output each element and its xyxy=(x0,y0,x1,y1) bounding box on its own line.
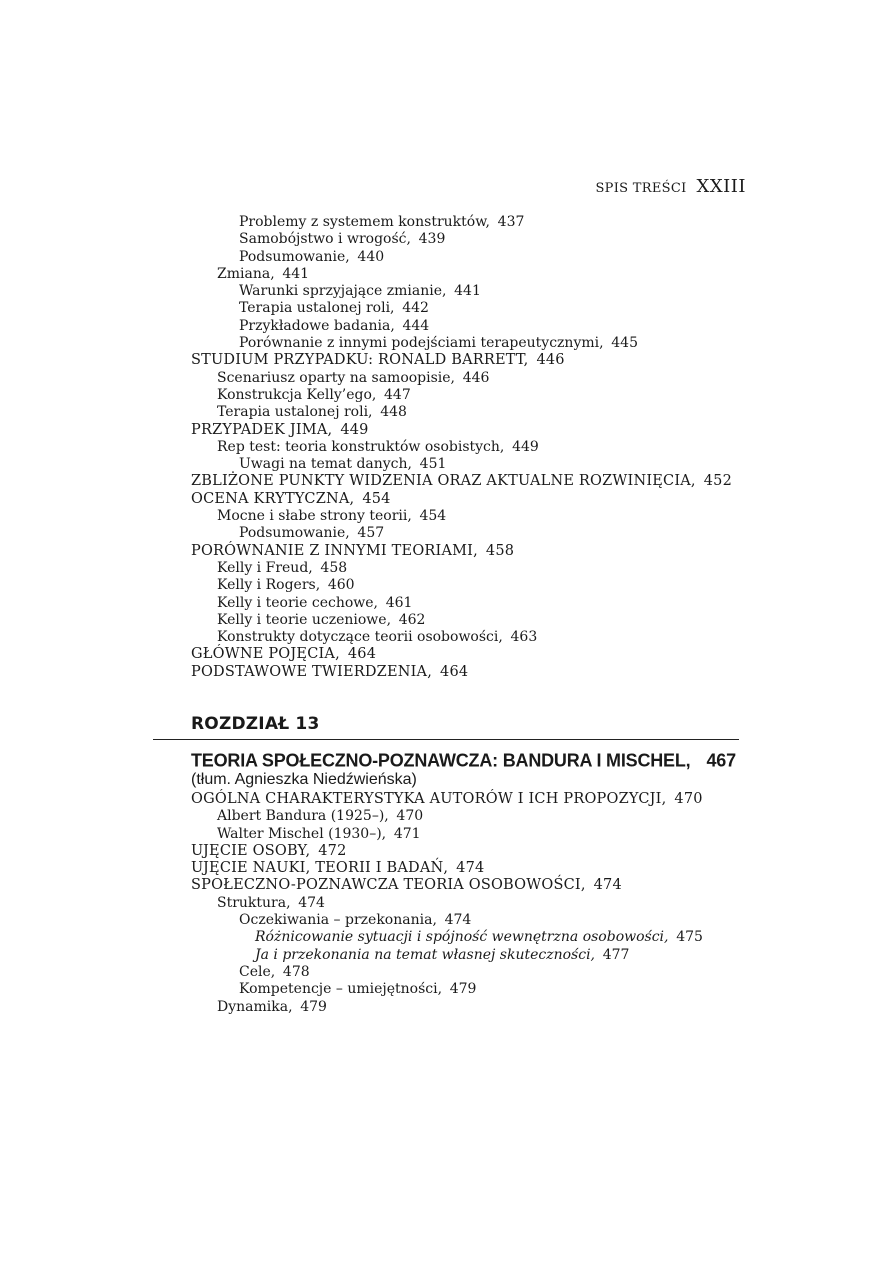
toc-entry-page: 470 xyxy=(396,808,424,825)
toc-entry xyxy=(191,422,751,439)
running-header xyxy=(560,176,746,197)
toc-entry xyxy=(191,912,751,929)
toc-entry-page: 440 xyxy=(357,248,385,265)
toc-entry-title: ZBLIŻONE PUNKTY WIDZENIA ORAZ AKTUALNE ROZWINIĘCIA, xyxy=(191,473,696,490)
toc-entry xyxy=(191,560,751,577)
chapter-heading xyxy=(191,712,741,736)
toc-entry-page: 447 xyxy=(384,386,411,403)
toc-entry-page: 472 xyxy=(318,842,347,859)
toc-entry xyxy=(191,370,751,387)
toc-entry-title: Podsumowanie, xyxy=(239,525,350,542)
toc-entry-title: Kelly i teorie uczeniowe, xyxy=(217,611,392,628)
toc-entry-title: Terapia ustalonej roli, xyxy=(239,300,395,317)
toc-entry-title: Walter Mischel (1930–), xyxy=(217,825,387,842)
toc-entry xyxy=(191,826,751,843)
toc-entry-title: Struktura, xyxy=(217,894,291,911)
chapter-translator: (tłum. Agnieszka Niedźwieńska) xyxy=(191,771,417,788)
toc-entry xyxy=(191,860,751,877)
toc-entry xyxy=(191,929,751,946)
toc-entry xyxy=(191,456,751,473)
toc-entry-page: 451 xyxy=(419,456,447,473)
chapter-label: ROZDZIAŁ 13 xyxy=(191,714,320,734)
toc-entry-page: 479 xyxy=(449,981,477,998)
toc-entry-title: GŁÓWNE POJĘCIA, xyxy=(191,646,340,663)
toc-entry xyxy=(191,843,751,860)
toc-entry-title: Przykładowe badania, xyxy=(239,317,395,334)
toc-entry-page: 449 xyxy=(512,438,539,455)
toc-entry xyxy=(191,508,751,525)
toc-entry-page: 444 xyxy=(402,317,430,334)
page-number: XXIII xyxy=(696,176,746,197)
toc-entry xyxy=(191,318,751,335)
toc-entry xyxy=(191,404,751,421)
toc-entry-title: Podsumowanie, xyxy=(239,248,350,265)
toc-entry-title: Porównanie z innymi podejściami terapeutycznymi, xyxy=(239,335,604,352)
toc-entry-title: Zmiana, xyxy=(217,265,275,282)
toc-entry-page: 437 xyxy=(497,214,525,230)
toc-entry xyxy=(191,612,751,629)
toc-entry-title: Scenariusz oparty na samoopisie, xyxy=(217,369,456,386)
toc-entry xyxy=(191,646,751,663)
toc-entry-title: Kelly i Freud, xyxy=(217,559,313,576)
toc-entry-title: Konstrukcja Kelly’ego, xyxy=(217,386,377,403)
toc-entry xyxy=(191,491,751,508)
toc-entry-page: 471 xyxy=(393,825,421,842)
toc-entry-page: 446 xyxy=(536,352,565,369)
toc-entry-title: Albert Bandura (1925–), xyxy=(217,808,389,825)
toc-entry-title: PRZYPADEK JIMA, xyxy=(191,421,333,438)
toc-entry-page: 458 xyxy=(320,559,348,576)
toc-entry xyxy=(191,964,751,981)
toc-entry-title: Kelly i Rogers, xyxy=(217,577,321,594)
toc-entry-title: UJĘCIE NAUKI, TEORII I BADAŃ, xyxy=(191,860,449,877)
toc-entry xyxy=(191,808,751,825)
toc-entry-title: Warunki sprzyjające zmianie, xyxy=(239,283,447,300)
toc-entry-page: 445 xyxy=(611,335,638,352)
toc-entry-page: 474 xyxy=(456,860,485,877)
toc-entry-page: 454 xyxy=(419,508,447,525)
chapter-title xyxy=(191,747,736,772)
chapter-page: 467 xyxy=(706,749,736,771)
toc-entry-title: Problemy z systemem konstruktów, xyxy=(239,214,490,230)
toc-entry xyxy=(191,947,751,964)
toc-entry xyxy=(191,664,751,681)
toc-entry-page: 448 xyxy=(380,404,407,421)
toc-entry xyxy=(191,981,751,998)
toc-entry xyxy=(191,352,751,369)
toc-entry-page: 474 xyxy=(298,894,325,911)
toc-entry-page: 449 xyxy=(340,421,369,438)
toc-entry-page: 463 xyxy=(510,629,538,646)
table-of-contents-part-1 xyxy=(191,214,751,681)
toc-entry-title: PODSTAWOWE TWIERDZENIA, xyxy=(191,663,433,680)
toc-entry xyxy=(191,999,751,1016)
toc-entry-page: 474 xyxy=(593,877,622,894)
toc-entry xyxy=(191,473,751,490)
toc-entry-page: 452 xyxy=(703,473,732,490)
toc-entry xyxy=(191,214,751,231)
toc-entry-title: UJĘCIE OSOBY, xyxy=(191,842,311,859)
toc-entry-page: 464 xyxy=(347,646,377,663)
toc-entry-title: Rep test: teoria konstruktów osobistych, xyxy=(217,438,505,455)
toc-entry xyxy=(191,439,751,456)
toc-entry-page: 441 xyxy=(454,283,481,300)
toc-entry-page: 478 xyxy=(282,963,310,980)
toc-entry-page: 442 xyxy=(402,300,429,317)
toc-entry-page: 470 xyxy=(674,791,703,807)
toc-entry-title: SPOŁECZNO-POZNAWCZA TEORIA OSOBOWOŚCI, xyxy=(191,877,586,894)
toc-entry-title: Cele, xyxy=(239,963,276,980)
toc-entry-title: Konstrukty dotyczące teorii osobowości, xyxy=(217,629,503,646)
chapter-divider xyxy=(153,739,739,740)
toc-entry-page: 441 xyxy=(282,265,310,282)
toc-entry-title: OGÓLNA CHARAKTERYSTYKA AUTORÓW I ICH PROPOZYCJI, xyxy=(191,791,667,807)
toc-entry-page: 446 xyxy=(462,369,490,386)
toc-entry-page: 477 xyxy=(602,946,630,963)
toc-entry-page: 454 xyxy=(362,490,391,507)
toc-entry-title: PORÓWNANIE Z INNYMI TEORIAMI, xyxy=(191,542,478,559)
toc-entry-title: Kompetencje – umiejętności, xyxy=(239,981,443,998)
toc-entry-page: 458 xyxy=(485,542,515,559)
toc-entry xyxy=(191,231,751,248)
toc-entry-title: OCENA KRYTYCZNA, xyxy=(191,490,355,507)
running-header-label: SPIS TREŚCI xyxy=(595,181,687,196)
toc-entry-page: 464 xyxy=(440,663,469,680)
toc-entry xyxy=(191,266,751,283)
toc-entry-title: Oczekiwania – przekonania, xyxy=(239,912,437,929)
toc-entry xyxy=(191,300,751,317)
toc-entry-title: Uwagi na temat danych, xyxy=(239,456,412,473)
chapter-title-text: TEORIA SPOŁECZNO-POZNAWCZA: BANDURA I MISCHEL, xyxy=(191,749,691,771)
toc-entry-page: 462 xyxy=(398,611,426,628)
toc-entry-title: Mocne i słabe strony teorii, xyxy=(217,508,412,525)
toc-entry-page: 479 xyxy=(300,998,327,1015)
toc-entry xyxy=(191,629,751,646)
toc-entry xyxy=(191,543,751,560)
toc-entry-title: Kelly i teorie cechowe, xyxy=(217,594,378,611)
toc-entry xyxy=(191,387,751,404)
toc-entry-page: 461 xyxy=(385,594,413,611)
toc-entry-title: Ja i przekonania na temat własnej skuteczności, xyxy=(255,946,595,963)
toc-entry-title: Terapia ustalonej roli, xyxy=(217,404,373,421)
toc-entry xyxy=(191,283,751,300)
toc-entry xyxy=(191,335,751,352)
toc-entry-title: Różnicowanie sytuacji i spójność wewnętrzna osobowości, xyxy=(255,929,669,946)
toc-entry xyxy=(191,877,751,894)
table-of-contents-part-2 xyxy=(191,791,751,1016)
toc-entry xyxy=(191,895,751,912)
toc-entry xyxy=(191,595,751,612)
toc-entry xyxy=(191,577,751,594)
toc-entry-title: STUDIUM PRZYPADKU: RONALD BARRETT, xyxy=(191,352,529,369)
toc-entry xyxy=(191,791,751,808)
toc-entry-title: Dynamika, xyxy=(217,998,293,1015)
toc-entry-page: 460 xyxy=(327,577,355,594)
toc-entry-page: 457 xyxy=(357,525,385,542)
toc-entry xyxy=(191,249,751,266)
toc-entry-title: Samobójstwo i wrogość, xyxy=(239,231,411,248)
toc-entry-page: 439 xyxy=(418,231,446,248)
toc-entry-page: 474 xyxy=(444,912,472,929)
toc-entry xyxy=(191,525,751,542)
toc-entry-page: 475 xyxy=(676,929,703,946)
